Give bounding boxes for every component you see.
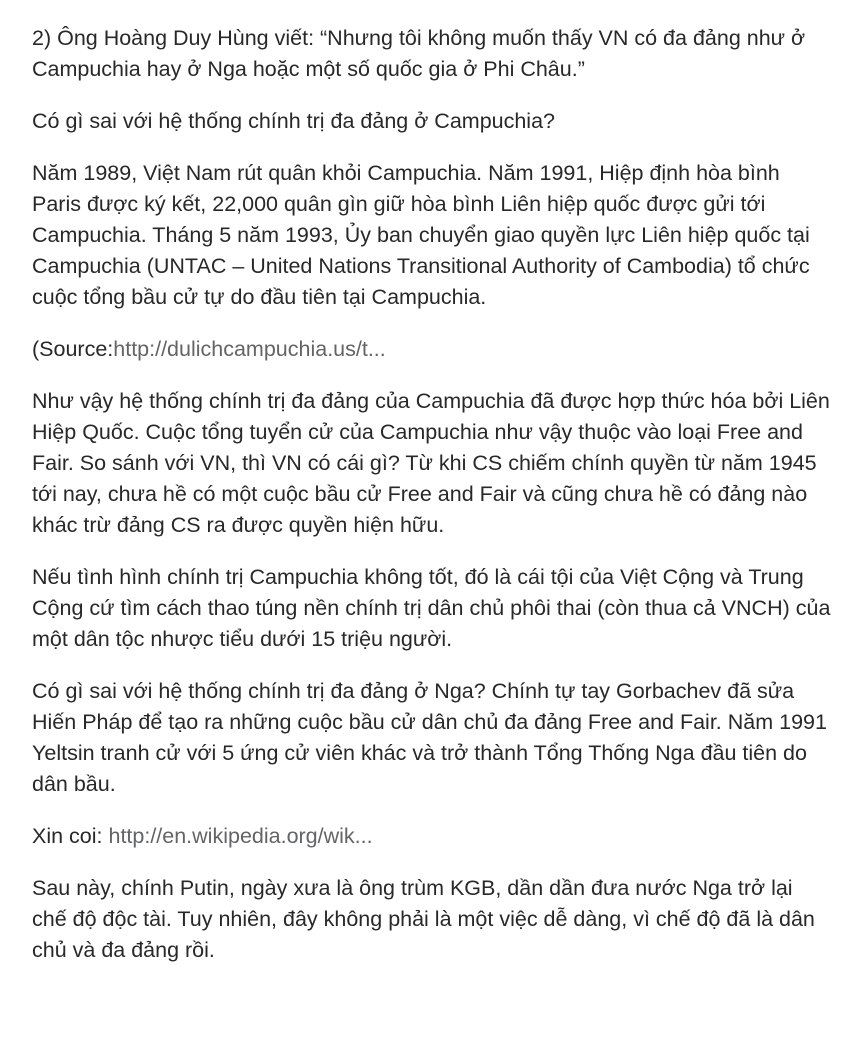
wikipedia-link[interactable]: http://en.wikipedia.org/wik...	[108, 824, 373, 848]
paragraph-cambodia-politics: Nếu tình hình chính trị Campuchia không tốt, đó là cái tội của Việt Cộng và Trung Cộng cứ tìm cách thao túng nền chính trị dân chủ phôi thai (còn thua cả VNCH) của một dân tộc nhược tiểu dưới 15 triệu người.	[32, 565, 831, 651]
see-also-label: Xin coi:	[32, 824, 109, 848]
paragraph-cambodia-legitimacy: Như vậy hệ thống chính trị đa đảng của Campuchia đã được hợp thức hóa bởi Liên Hiệp Quốc. Cuộc tổng tuyển cử của Campuchia như vậy thuộc vào loại Free and Fair. So sánh với VN, thì VN có cái gì? Từ khi CS chiếm chính quyền từ năm 1945 tới nay, chưa hề có một cuộc bầu cử Free and Fair và cũng chưa hề có đảng nào khác trừ đảng CS ra được quyền hiện hữu.	[32, 389, 830, 537]
paragraph-putin: Sau này, chính Putin, ngày xưa là ông trùm KGB, dần dần đưa nước Nga trở lại chế độ độc tài. Tuy nhiên, đây không phải là một việc dễ dàng, vì chế độ đã là dân chủ và đa đảng rồi.	[32, 876, 815, 962]
paragraph-cambodia-question: Có gì sai với hệ thống chính trị đa đảng ở Campuchia?	[32, 109, 556, 133]
paragraph-cambodia-history: Năm 1989, Việt Nam rút quân khỏi Campuchia. Năm 1991, Hiệp định hòa bình Paris được ký kết, 22,000 quân gìn giữ hòa bình Liên hiệp quốc được gửi tới Campuchia. Tháng 5 năm 1993, Ủy ban chuyển giao quyền lực Liên hiệp quốc tại Campuchia (UNTAC – United Nations Transitional Authority of Cambodia) tổ chức cuộc tổng bầu cử tự do đầu tiên tại Campuchia.	[32, 161, 810, 309]
source-link[interactable]: http://dulichcampuchia.us/t...	[113, 337, 386, 361]
paragraph-russia-question: Có gì sai với hệ thống chính trị đa đảng ở Nga? Chính tự tay Gorbachev đã sửa Hiến Pháp để tạo ra những cuộc bầu cử dân chủ đa đảng Free and Fair. Năm 1991 Yeltsin tranh cử với 5 ứng cử viên khác và trở thành Tổng Thống Nga đầu tiên do dân bầu.	[32, 679, 827, 796]
paragraph-intro-quote: 2) Ông Hoàng Duy Hùng viết: “Nhưng tôi không muốn thấy VN có đa đảng như ở Campuchia hay ở Nga hoặc một số quốc gia ở Phi Châu.”	[32, 26, 806, 81]
paragraph-see-also	[32, 821, 832, 852]
source-label: (Source:	[32, 337, 114, 361]
paragraph-source	[32, 334, 832, 365]
article-body	[32, 23, 832, 987]
